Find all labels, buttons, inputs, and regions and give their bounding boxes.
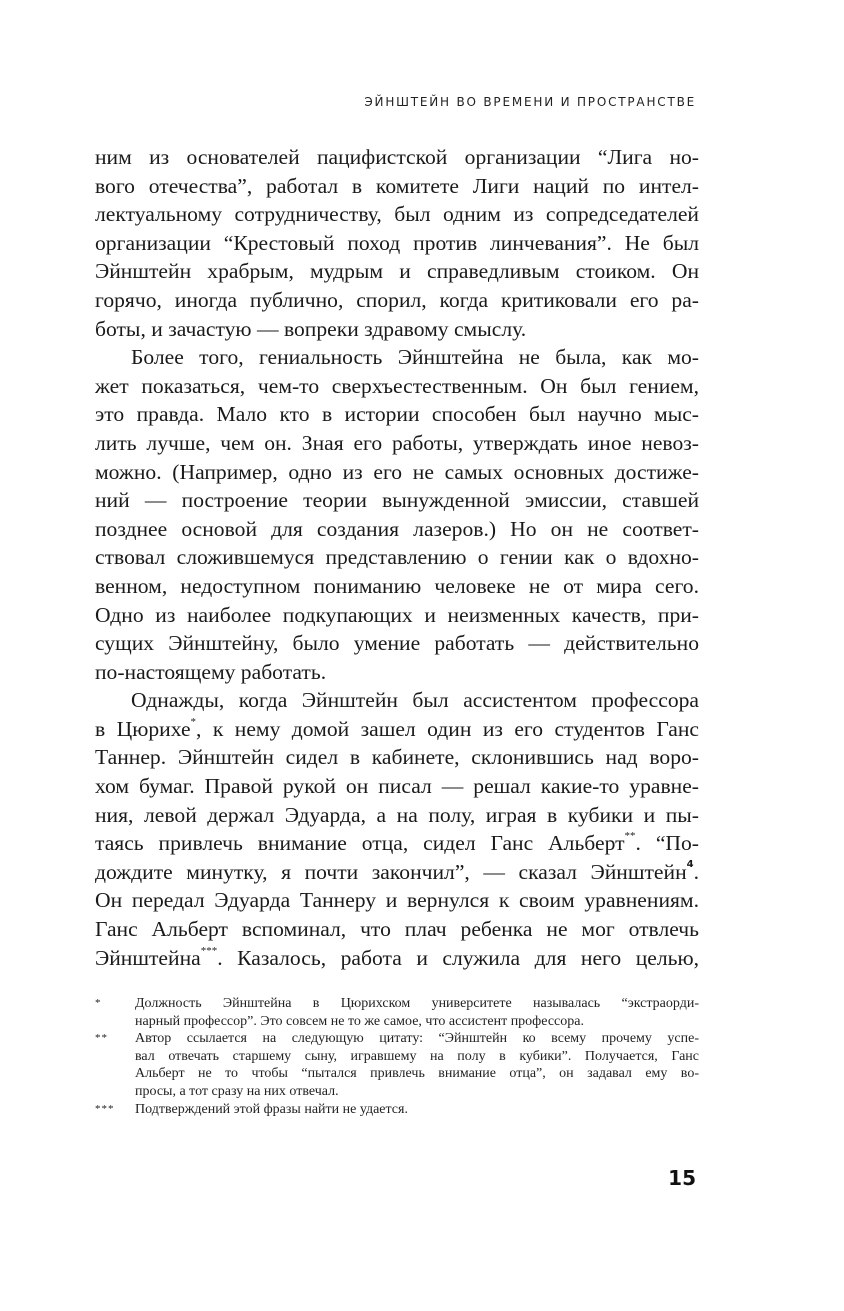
text-line: позднее основой для создания лазеров.) Но он не соответ- — [95, 516, 699, 541]
paragraph-1 — [95, 143, 699, 343]
text-line: ний — построение теории вынужденной эмиссии, ставшей — [95, 488, 699, 513]
endnote-reference[interactable]: 4 — [686, 858, 694, 870]
footnote-line: Подтверждений этой фразы найти не удается. — [135, 1101, 408, 1117]
text-line: ним из основателей пацифистской организации “Лига но- — [95, 145, 699, 169]
text-run: , к нему домой зашел один из его студентов Ганс — [196, 716, 699, 741]
running-head: ЭЙНШТЕЙН ВО ВРЕМЕНИ И ПРОСТРАНСТВЕ — [364, 95, 696, 109]
text-line: боты, и зачастую — вопреки здравому смыслу. — [95, 316, 527, 341]
text-line: Ганс Альберт вспоминал, что плач ребенка не мог отвлечь — [95, 917, 699, 942]
text-line: это правда. Мало кто в истории способен был научно мыс- — [95, 402, 699, 427]
page-number: 15 — [668, 1166, 696, 1190]
text-line: хом бумаг. Правой рукой он писал — решал какие-то уравне- — [95, 774, 699, 799]
text-line — [95, 944, 699, 973]
text-line: Таннер. Эйнштейн сидел в кабинете, склонившись над воро- — [95, 745, 699, 770]
text-run: Эйнштейна — [95, 945, 201, 970]
text-line: ния, левой держал Эдуарда, а на полу, играя в кубики и пы- — [95, 802, 699, 827]
text-line: вого отечества”, работал в комитете Лиги наций по интел- — [95, 173, 699, 198]
text-line: Эйнштейн храбрым, мудрым и справедливым стоиком. Он — [95, 259, 699, 284]
footnote-mark: * — [95, 997, 102, 1009]
text-line: можно. (Например, одно из его не самых основных достиже- — [95, 459, 699, 484]
text-run: дождите минутку, я почти закончил”, — сказал Эйнштейн — [95, 859, 687, 884]
text-run: таясь привлечь внимание отца, сидел Ганс Альберт — [95, 831, 625, 856]
text-line: Однажды, когда Эйнштейн был ассистентом профессора — [131, 688, 699, 713]
footnote-marker[interactable]: ** — [624, 830, 636, 843]
text-line: организации “Крестовый поход против линчевания”. Не был — [95, 230, 699, 255]
text-run: . Казалось, работа и служила для него целью, — [217, 945, 699, 970]
text-run: . — [693, 859, 699, 884]
text-line — [95, 829, 699, 858]
paragraph-3 — [95, 686, 699, 972]
body-text — [95, 143, 699, 972]
footnote-marker[interactable]: * — [190, 715, 197, 728]
text-line: ствовал сложившемуся представлению о гении как о вдохно- — [95, 545, 699, 570]
footnote-line: Альберт не то чтобы “пытался привлечь внимание отца”, он задавал ему во- — [135, 1066, 699, 1082]
footnote-mark: ** — [95, 1032, 108, 1045]
footnote — [95, 1030, 699, 1100]
footnotes — [95, 995, 699, 1118]
text-line: Одно из наиболее подкупающих и неизменных качеств, при- — [95, 602, 699, 627]
footnote-line: Должность Эйнштейна в Цюрихском университете называлась “экстраорди- — [135, 996, 699, 1011]
text-line: сущих Эйнштейну, было умение работать — действительно — [95, 631, 699, 656]
text-line: Более того, гениальность Эйнштейна не была, как мо- — [131, 345, 699, 370]
footnote-mark: *** — [95, 1102, 115, 1115]
footnote-line: просы, а тот сразу на них отвечал. — [135, 1083, 339, 1099]
footnote-line: нарный профессор”. Это совсем не то же самое, что ассистент профессора. — [135, 1013, 584, 1029]
footnote — [95, 995, 699, 1030]
footnote-marker[interactable]: *** — [200, 944, 218, 957]
text-line — [95, 715, 699, 744]
text-line: горячо, иногда публично, спорил, когда критиковали его ра- — [95, 287, 699, 312]
footnote-line: Автор ссылается на следующую цитату: “Эйнштейн ко всему прочему успе- — [135, 1031, 699, 1047]
text-line: венном, недоступном пониманию человеке не от мира сего. — [95, 573, 699, 598]
text-run: в Цюрихе — [95, 716, 191, 741]
paragraph-2 — [95, 343, 699, 686]
footnote-line: вал отвечать старшему сыну, игравшему на полу в кубики”. Получается, Ганс — [135, 1048, 699, 1064]
text-line: лить лучше, чем он. Зная его работы, утверждать иное невоз- — [95, 430, 699, 455]
text-line: жет показаться, чем-то сверхъестественным. Он был гением, — [95, 373, 699, 398]
footnote — [95, 1101, 699, 1119]
text-line: лектуальному сотрудничеству, был одним из сопредседателей — [95, 202, 699, 227]
text-run: . “По- — [635, 831, 699, 856]
text-line — [95, 858, 699, 887]
text-line: по-настоящему работать. — [95, 659, 327, 684]
text-line: Он передал Эдуарда Таннеру и вернулся к своим уравнениям. — [95, 888, 699, 913]
